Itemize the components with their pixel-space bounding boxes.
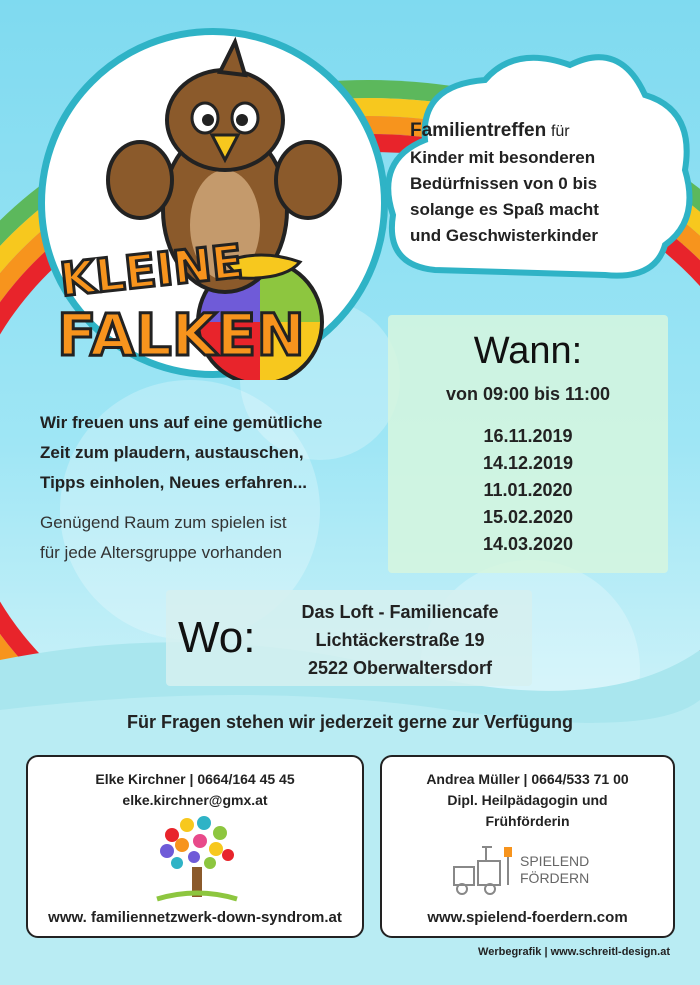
cloud-line: solange es Spaß macht: [410, 200, 599, 219]
address-line: 2522 Oberwaltersdorf: [307, 658, 493, 678]
date-item: 14.03.2020: [482, 534, 574, 554]
wann-title: Wann:: [473, 330, 583, 372]
date-item: 11.01.2020: [483, 480, 573, 500]
logo-text-line: SPIELEND: [520, 853, 590, 869]
cloud-line: Bedürfnissen von 0 bis: [410, 174, 598, 193]
contact-title: Frühförderin: [485, 813, 570, 829]
date-item: 16.11.2019: [483, 426, 573, 446]
logo-line-1: KLEINE: [57, 233, 246, 307]
intro-line: für jede Altersgruppe vorhanden: [40, 543, 282, 562]
toy-train-icon: [448, 841, 518, 899]
contact-card-kirchner: [26, 755, 364, 938]
cloud-title-suffix: für: [550, 123, 570, 140]
date-list: [388, 423, 668, 558]
logo-wordmark: [45, 225, 365, 375]
contact-card-mueller: [380, 755, 675, 938]
intro-line: Zeit zum plaudern, austauschen,: [40, 443, 304, 462]
wo-address: [275, 598, 525, 682]
logo-line-2: FALKEN: [57, 301, 305, 369]
contact-website[interactable]: www. familiennetzwerk-down-syndrom.at: [48, 909, 342, 926]
address-line: Das Loft - Familiencafe: [301, 602, 499, 622]
address-line: Lichtäckerstraße 19: [315, 630, 485, 650]
intro-line: Tipps einholen, Neues erfahren...: [40, 473, 308, 492]
cloud-title: Familientreffen: [410, 120, 547, 141]
cloud-line: Kinder mit besonderen: [410, 148, 596, 167]
contact-title: Dipl. Heilpädagogin und: [447, 792, 608, 808]
logo-text-line: FÖRDERN: [520, 870, 590, 886]
intro-line: Genügend Raum zum spielen ist: [40, 513, 287, 532]
design-credit: Werbegrafik | www.schreitl-design.at: [478, 946, 670, 958]
intro-regular: [40, 508, 380, 568]
cloud-line: und Geschwisterkinder: [410, 226, 598, 245]
cloud-text: [410, 118, 670, 249]
contact-name-phone: Elke Kirchner | 0664/164 45 45: [95, 771, 295, 787]
contact-email[interactable]: elke.kirchner@gmx.at: [122, 792, 268, 808]
date-item: 15.02.2020: [482, 507, 574, 527]
questions-line: Für Fragen stehen wir jederzeit gerne zur Verfügung: [126, 712, 574, 732]
intro-bold: [40, 408, 380, 498]
wo-title: Wo:: [178, 613, 256, 662]
spielend-foerdern-logo: [520, 853, 589, 887]
contact-name-phone: Andrea Müller | 0664/533 71 00: [426, 771, 629, 787]
contact-website[interactable]: www.spielend-foerdern.com: [427, 909, 628, 926]
wann-time: von 09:00 bis 11:00: [445, 384, 611, 404]
family-tree-icon: [152, 815, 242, 907]
intro-line: Wir freuen uns auf eine gemütliche: [40, 413, 323, 432]
date-item: 14.12.2019: [482, 453, 574, 473]
